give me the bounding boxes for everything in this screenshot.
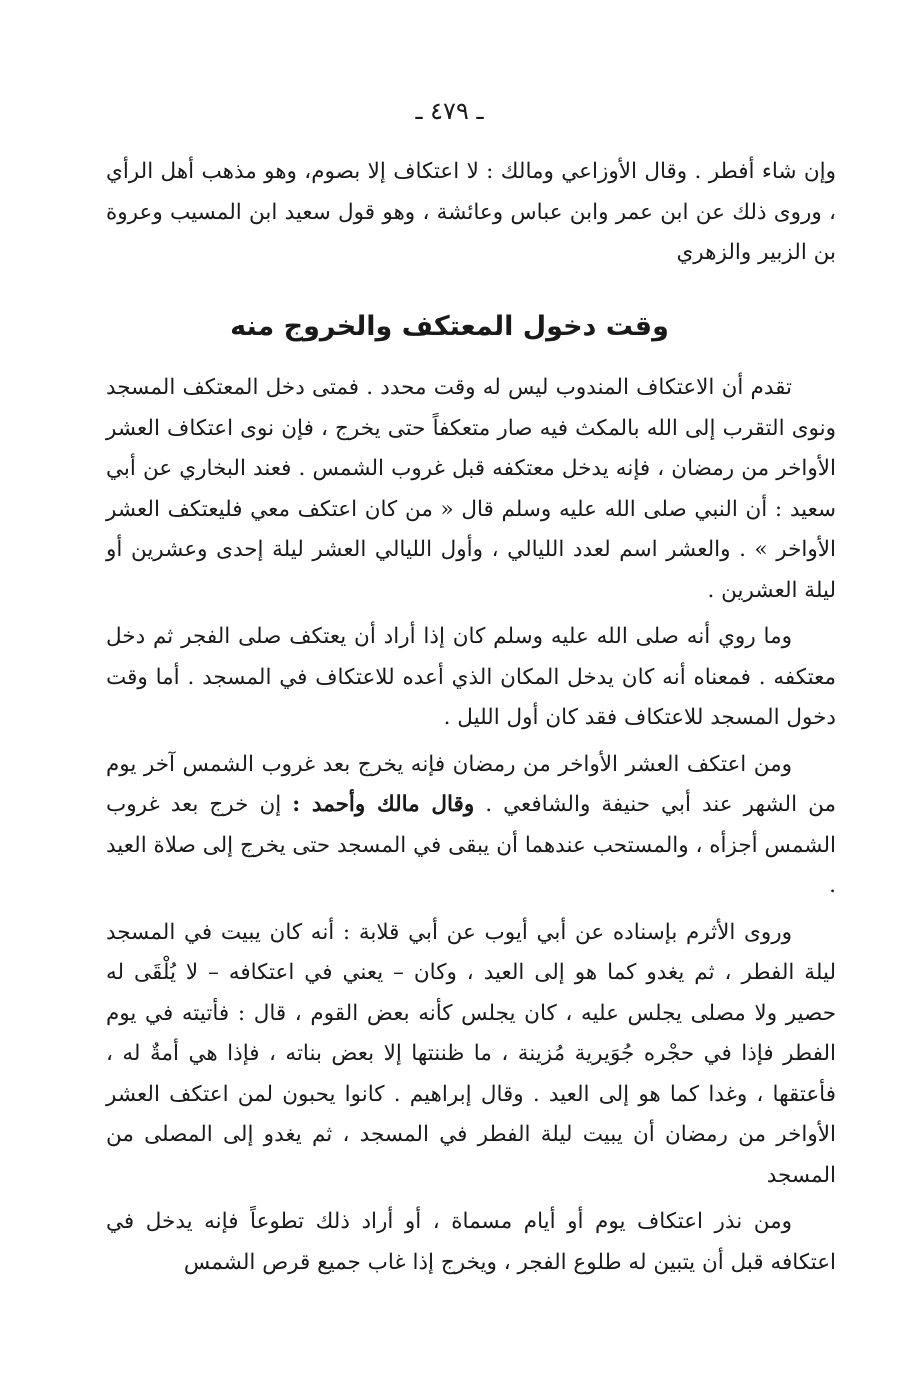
paragraph-3-bold-phrase: وقال مالك وأحمد :: [292, 792, 475, 817]
paragraph-1: تقدم أن الاعتكاف المندوب ليس له وقت محدد . فمتى دخل المعتكف المسجد ونوى التقرب إلى الله بالمكث فيه صار متعكفاً حتى يخرج ، فإن نوى اعتكاف العشر الأواخر من رمضان ، فإنه يدخل معتكفه قبل غروب الشمس . فعند البخاري عن أبي سعيد : أن النبي صلى الله عليه وسلم قال « من كان اعتكف معي فليعتكف العشر الأواخر » . والعشر اسم لعدد الليالي ، وأول الليالي العشر ليلة إحدى وعشرين أو ليلة العشرين .: [106, 375, 836, 603]
section-body: [106, 368, 836, 1289]
paragraph-3-text-end: إن خرج بعد غروب الشمس أجزأه ، والمستحب عندهما أن يبقى في المسجد حتى يخرج إلى صلاة العيد .: [106, 792, 836, 898]
paragraph-3: [106, 745, 836, 907]
paragraph-2: وما روي أنه صلى الله عليه وسلم كان إذا أراد أن يعتكف صلى الفجر ثم دخل معتكفه . فمعناه أنه كان يدخل المكان الذي أعده للاعتكاف في المسجد . أما وقت دخول المسجد للاعتكاف فقد كان أول الليل .: [106, 624, 836, 730]
intro-paragraph: وإن شاء أفطر . وقال الأوزاعي ومالك : لا اعتكاف إلا بصوم، وهو مذهب أهل الرأي ، وروى ذلك عن ابن عمر وابن عباس وعائشة ، وهو قول سعيد ابن المسيب وعروة بن الزبير والزهري: [106, 159, 836, 265]
paragraph-5: ومن نذر اعتكاف يوم أو أيام مسماة ، أو أراد ذلك تطوعاً فإنه يدخل في اعتكافه قبل أن يتبين له طلوع الفجر ، ويخرج إذا غاب جميع قرص الشمس: [106, 1209, 836, 1275]
page-number: ـ ٤٧٩ ـ: [415, 97, 484, 125]
section-heading: وقت دخول المعتكف والخروج منه: [230, 311, 669, 342]
intro-text-block: [106, 152, 836, 280]
paragraph-3-text-start: ومن اعتكف العشر الأواخر من رمضان فإنه يخرج بعد غروب الشمس آخر يوم من الشهر عند أبي حنيفة والشافعي .: [106, 751, 836, 817]
paragraph-4: وروى الأثرم بإسناده عن أبي أيوب عن أبي قلابة : أنه كان يبيت في المسجد ليلة الفطر ، ثم يغدو كما هو إلى العيد ، وكان – يعني في اعتكافه – لا يُلْقَى له حصير ولا مصلى يجلس عليه ، كان يجلس كأنه بعض القوم ، قال : فأتيته في يوم الفطر فإذا في حجْره جُوَيرية مُزينة ، ما ظننتها إلا بعض بناته ، فإذا هي أمةٌ له ، فأعتقها ، وغدا كما هو إلى العيد . وقال إبراهيم . كانوا يحبون لمن اعتكف العشر الأواخر من رمضان أن يبيت ليلة الفطر في المسجد ، ثم يغدو إلى المصلى من المسجد: [106, 919, 836, 1188]
